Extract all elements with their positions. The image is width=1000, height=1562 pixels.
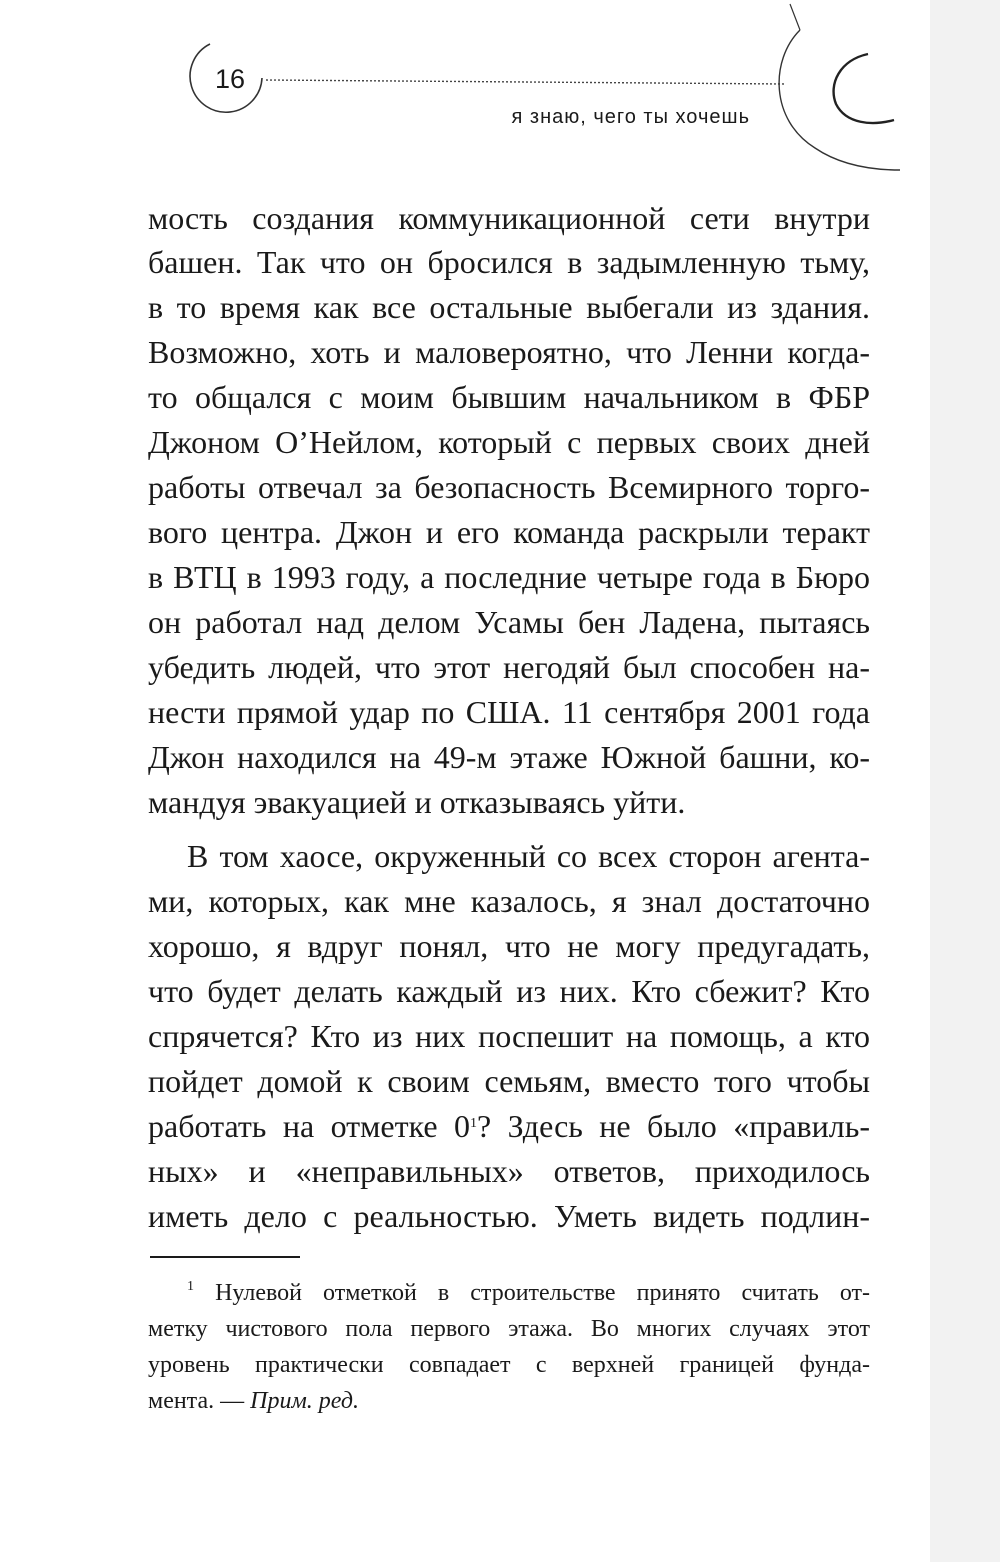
body-line: мандуя эвакуацией и отказываясь уйти. [148,784,686,820]
footnote-text: мента. — [148,1388,251,1414]
page-edge-shadow [930,0,1000,1562]
body-line: то общался с моим бывшим начальником в ФБР [148,379,870,415]
footnote-divider [150,1256,300,1258]
body-line: башен. Так что он бросился в задымленную тьму, [148,244,870,280]
body-line: в ВТЦ в 1993 году, а последние четыре года в Бюро [148,559,870,595]
body-line [148,1104,870,1148]
body-text: ? Здесь не было «правиль- [476,1108,870,1144]
body-line: работы отвечал за безопасность Всемирного торго- [148,469,870,505]
header-arc-outer [779,30,900,170]
header-dotted-rule [266,80,785,84]
body-line: иметь дело с реальностью. Уметь видеть подлин- [148,1198,870,1234]
body-line: мость создания коммуникационной сети внутри [148,200,870,236]
footnote-marker: 1 [187,1279,194,1294]
body-line: Джоном О’Нейлом, который с первых своих дней [148,424,870,460]
body-line: в то время как все остальные выбегали из здания. [148,289,870,325]
body-line: нести прямой удар по США. 11 сентября 2001 года [148,694,870,730]
body-line: спрячется? Кто из них поспешит на помощь, а кто [148,1018,870,1054]
body-line: убедить людей, что этот негодяй был способен на- [148,649,870,685]
body-line: вого центра. Джон и его команда раскрыли теракт [148,514,870,550]
body-line: ми, которых, как мне казалось, я знал достаточно [148,883,870,919]
body-text: работать на отметке 0 [148,1108,470,1144]
footnote-line [187,1276,870,1311]
body-line: ных» и «неправильных» ответов, приходилось [148,1153,870,1189]
body-line: пойдет домой к своим семьям, вместо того чтобы [148,1063,870,1099]
body-line: Возможно, хоть и маловероятно, что Ленни когда- [148,334,870,370]
body-line: Джон находился на 49-м этаже Южной башни, ко- [148,739,870,775]
body-line: что будет делать каждый из них. Кто сбежит? Кто [148,973,870,1009]
footnote-line [148,1384,870,1419]
footnote-text: Нулевой отметкой в строительстве принято считать от- [215,1280,870,1306]
footnote-line: метку чистового пола первого этажа. Во многих случаях этот [148,1316,870,1342]
header-ornament [0,0,1000,200]
body-line: В том хаосе, окруженный со всех сторон агента- [187,838,870,874]
footnote-reference[interactable]: 1 [469,1116,477,1131]
header-arc-inner [834,54,894,123]
page-number: 16 [214,64,246,94]
editor-note: Прим. ред. [250,1388,359,1414]
body-line: хорошо, я вдруг понял, что не могу предугадать, [148,928,870,964]
body-line: он работал над делом Усамы бен Ладена, пытаясь [148,604,870,640]
header-arc-tail [790,4,800,30]
running-title: я знаю, чего ты хочешь [511,106,750,128]
footnote-line: уровень практически совпадает с верхней границей фунда- [148,1352,870,1378]
